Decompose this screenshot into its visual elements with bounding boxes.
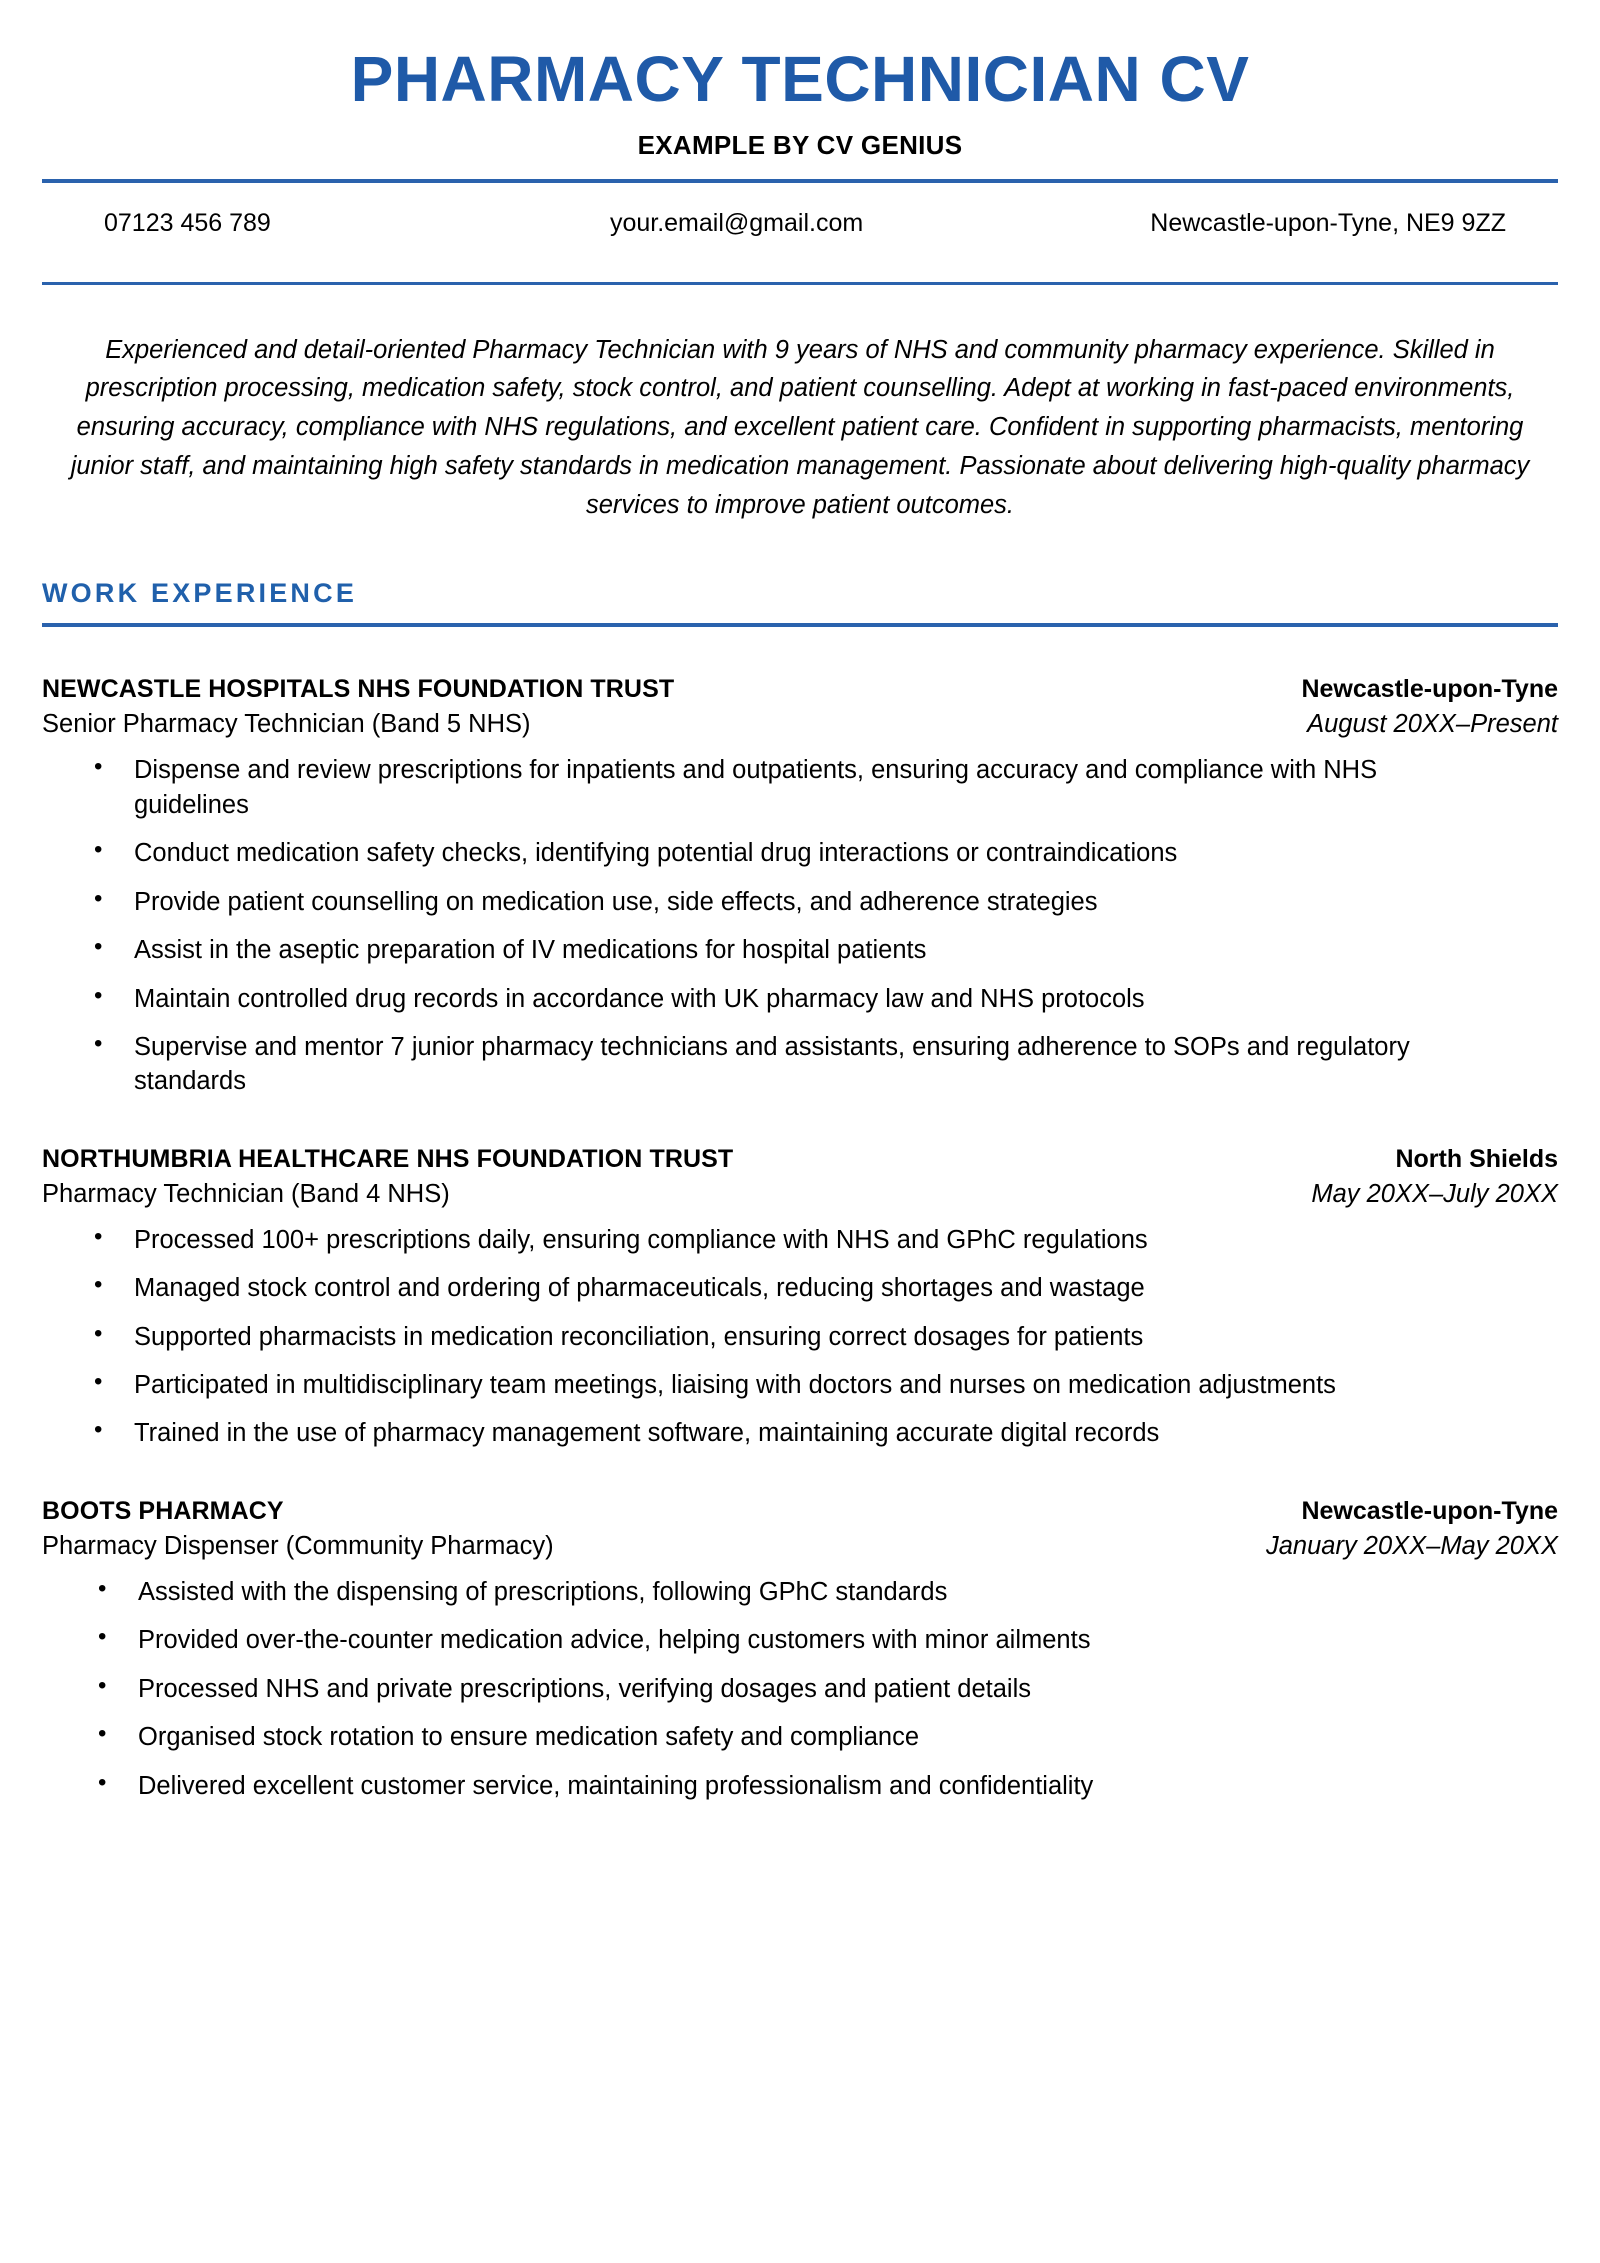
contact-row	[42, 183, 1558, 264]
professional-summary: Experienced and detail-oriented Pharmacy Technician with 9 years of NHS and community pharmacy experience. Skilled in prescription processing, medication safety, stock control, and patient counselling. Adept at working in fast-paced environments, ensuring accuracy, compliance with NHS regulations, and excellent patient care. Confident in supporting pharmacists, mentoring junior staff, and maintaining high safety standards in medication management. Passionate about delivering high-quality pharmacy services to improve patient outcomes.	[70, 335, 1530, 519]
contact-phone: 07123 456 789	[104, 208, 271, 237]
contact-email: your.email@gmail.com	[609, 208, 864, 237]
job-bullet: • Provide patient counselling on medication use, side effects, and adherence strategies	[42, 885, 1482, 919]
job-title-row	[42, 1526, 1558, 1561]
job-title-row	[42, 704, 1558, 739]
job-dates: August 20XX–Present	[1307, 710, 1558, 739]
job-company-row	[42, 1145, 1558, 1174]
job-bullet-list	[42, 1223, 1558, 1451]
job-bullet: • Delivered excellent customer service, maintaining professionalism and confidentiality	[42, 1769, 1482, 1803]
job-bullet: • Assist in the aseptic preparation of IV medications for hospital patients	[42, 933, 1482, 967]
job-location: North Shields	[1395, 1144, 1558, 1173]
job-company-row	[42, 675, 1558, 704]
job-bullet: • Dispense and review prescriptions for inpatients and outpatients, ensuring accuracy and compliance with NHS guidelines	[42, 753, 1482, 822]
job-bullet-list	[42, 753, 1558, 1098]
job-bullet: • Provided over-the-counter medication advice, helping customers with minor ailments	[42, 1623, 1482, 1657]
section-heading-work-experience: WORK EXPERIENCE	[42, 578, 358, 609]
job-company: NORTHUMBRIA HEALTHCARE NHS FOUNDATION TRUST	[42, 1144, 734, 1173]
job-location: Newcastle-upon-Tyne	[1301, 675, 1558, 704]
job-company: BOOTS PHARMACY	[42, 1496, 284, 1525]
job-dates: May 20XX–July 20XX	[1311, 1179, 1558, 1208]
job-bullet: • Assisted with the dispensing of prescriptions, following GPhC standards	[42, 1575, 1482, 1609]
job-entry	[42, 675, 1558, 1098]
job-title: Pharmacy Technician (Band 4 NHS)	[42, 1179, 450, 1208]
job-bullet: • Managed stock control and ordering of pharmaceuticals, reducing shortages and wastage	[42, 1271, 1482, 1305]
job-bullet-list	[42, 1575, 1558, 1803]
contact-location: Newcastle-upon-Tyne, NE9 9ZZ	[1150, 208, 1506, 237]
job-bullet: • Trained in the use of pharmacy management software, maintaining accurate digital records	[42, 1416, 1482, 1450]
job-bullet: • Conduct medication safety checks, identifying potential drug interactions or contraindications	[42, 836, 1482, 870]
section-divider-work-experience	[42, 623, 1558, 627]
job-title: Pharmacy Dispenser (Community Pharmacy)	[42, 1531, 554, 1560]
cv-subtitle: EXAMPLE BY CV GENIUS	[637, 129, 963, 160]
job-entry	[42, 1497, 1558, 1803]
header-divider-bottom	[42, 282, 1558, 285]
job-bullet: • Supported pharmacists in medication reconciliation, ensuring correct dosages for patients	[42, 1320, 1482, 1354]
job-company: NEWCASTLE HOSPITALS NHS FOUNDATION TRUST	[42, 675, 675, 704]
cv-title: PHARMACY TECHNICIAN CV	[350, 43, 1250, 115]
work-experience-list	[42, 675, 1558, 1803]
job-title-row	[42, 1174, 1558, 1209]
job-bullet: • Processed 100+ prescriptions daily, ensuring compliance with NHS and GPhC regulations	[42, 1223, 1482, 1257]
job-bullet: • Supervise and mentor 7 junior pharmacy technicians and assistants, ensuring adherence to SOPs and regulatory standards	[42, 1030, 1482, 1099]
job-dates: January 20XX–May 20XX	[1265, 1531, 1558, 1560]
job-title: Senior Pharmacy Technician (Band 5 NHS)	[42, 710, 531, 739]
job-bullet: • Processed NHS and private prescriptions, verifying dosages and patient details	[42, 1672, 1482, 1706]
job-location: Newcastle-upon-Tyne	[1301, 1496, 1558, 1525]
job-company-row	[42, 1497, 1558, 1526]
job-bullet: • Organised stock rotation to ensure medication safety and compliance	[42, 1720, 1482, 1754]
job-bullet: • Maintain controlled drug records in accordance with UK pharmacy law and NHS protocols	[42, 982, 1482, 1016]
job-bullet: • Participated in multidisciplinary team meetings, liaising with doctors and nurses on medication adjustments	[42, 1368, 1482, 1402]
job-entry	[42, 1145, 1558, 1451]
